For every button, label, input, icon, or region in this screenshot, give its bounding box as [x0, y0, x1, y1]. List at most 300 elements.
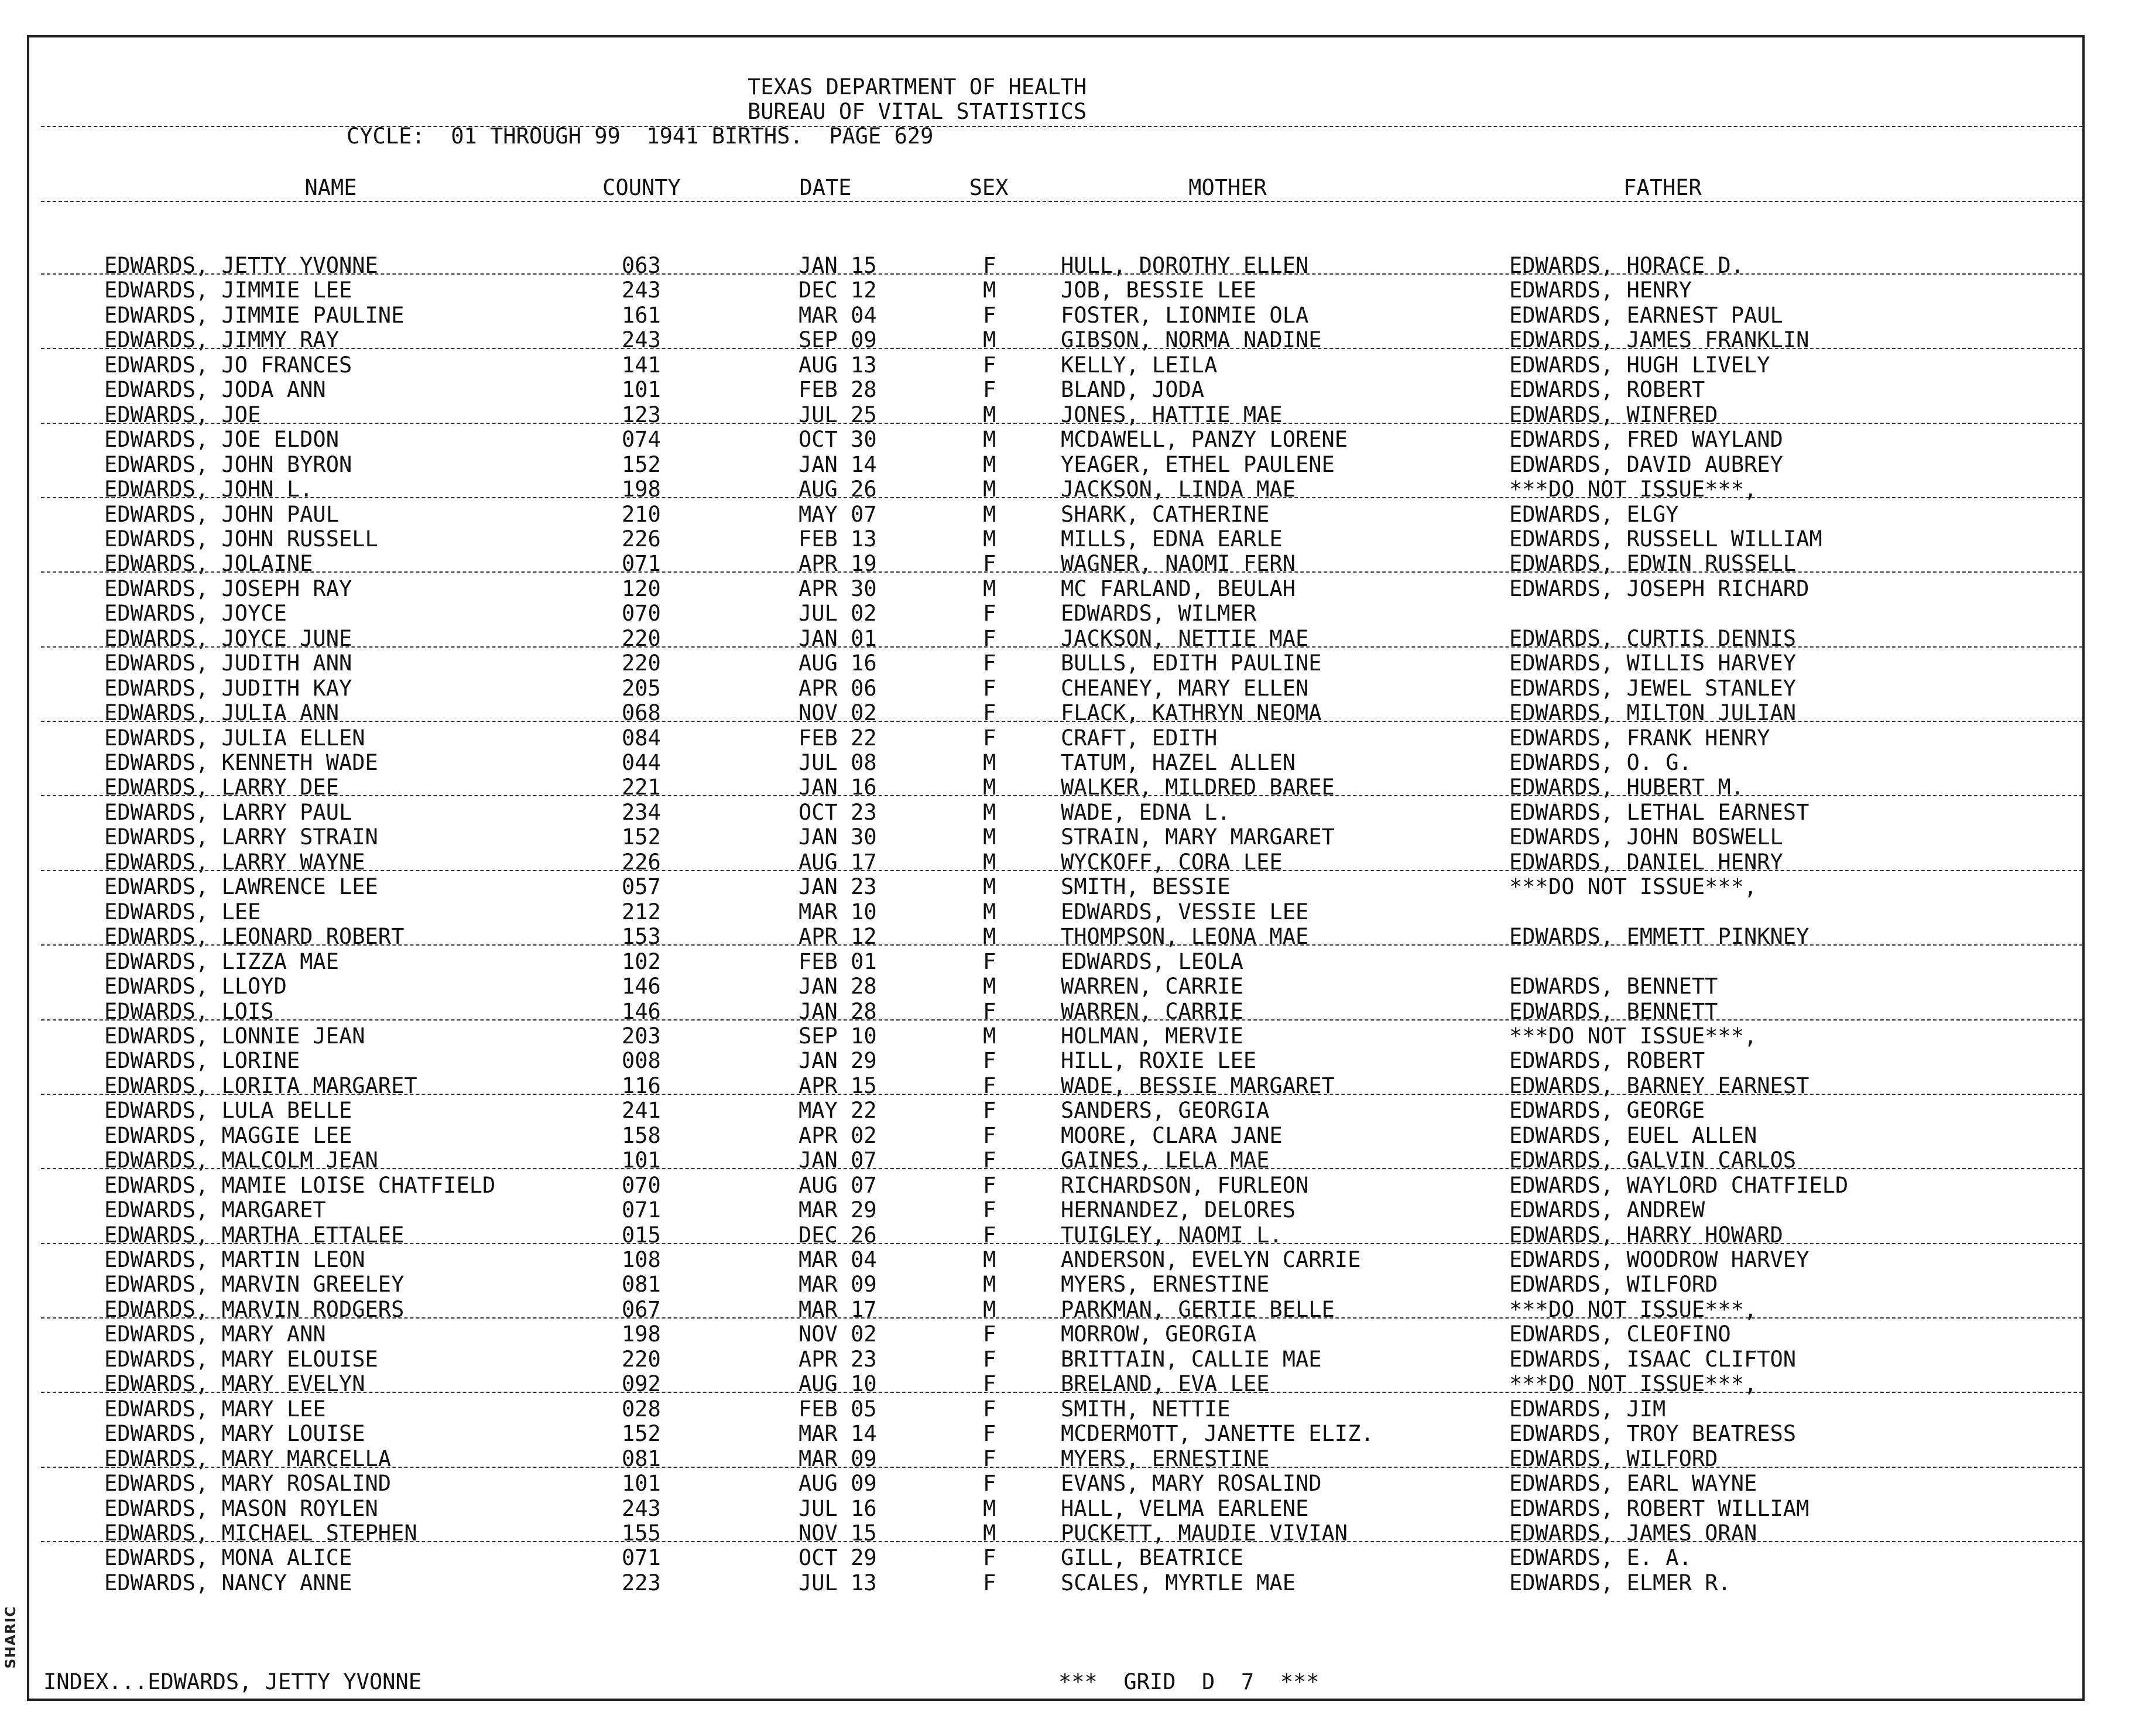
record-mother: HOLMAN, MERVIE: [1061, 1023, 1243, 1049]
record-father: EDWARDS, DAVID AUBREY: [1509, 452, 1783, 477]
record-father: EDWARDS, JOHN BOSWELL: [1509, 824, 1783, 850]
record-name: EDWARDS, JOYCE JUNE: [104, 626, 352, 651]
record-name: EDWARDS, JUDITH ANN: [104, 650, 352, 676]
record-county: 220: [622, 650, 661, 676]
record-name: EDWARDS, MARY EVELYN: [104, 1371, 365, 1396]
record-date: APR 19: [799, 551, 877, 576]
record-sex: M: [983, 502, 996, 527]
record-name: EDWARDS, LAWRENCE LEE: [104, 874, 378, 899]
record-date: MAR 17: [799, 1297, 877, 1322]
record-date: AUG 09: [799, 1471, 877, 1496]
record-county: 101: [622, 377, 661, 402]
record-date: SEP 09: [799, 327, 877, 352]
record-mother: GILL, BEATRICE: [1061, 1545, 1243, 1570]
column-header-county: COUNTY: [602, 175, 681, 200]
record-mother: GAINES, LELA MAE: [1061, 1148, 1270, 1173]
record-mother: WYCKOFF, CORA LEE: [1061, 850, 1283, 875]
record-name: EDWARDS, JOHN L.: [104, 477, 313, 502]
record-mother: BULLS, EDITH PAULINE: [1061, 650, 1322, 676]
record-name: EDWARDS, MONA ALICE: [104, 1545, 352, 1570]
record-father: EDWARDS, CURTIS DENNIS: [1509, 626, 1797, 651]
record-sex: F: [983, 1098, 996, 1123]
record-mother: CHEANEY, MARY ELLEN: [1061, 676, 1309, 701]
record-father: EDWARDS, MILTON JULIAN: [1509, 700, 1797, 725]
record-date: JAN 01: [799, 626, 877, 651]
record-county: 146: [622, 999, 661, 1024]
record-sex: M: [983, 899, 996, 925]
record-county: 226: [622, 526, 661, 552]
record-sex: M: [983, 1297, 996, 1322]
record-father: EDWARDS, HARRY HOWARD: [1509, 1223, 1783, 1248]
record-father: EDWARDS, EARL WAYNE: [1509, 1471, 1757, 1496]
record-county: 212: [622, 899, 661, 925]
record-county: 226: [622, 850, 661, 875]
record-sex: F: [983, 626, 996, 651]
record-name: EDWARDS, KENNETH WADE: [104, 750, 378, 775]
record-mother: EDWARDS, WILMER: [1061, 601, 1257, 626]
record-county: 243: [622, 278, 661, 303]
record-mother: MC FARLAND, BEULAH: [1061, 576, 1296, 601]
record-name: EDWARDS, MARTHA ETTALEE: [104, 1223, 405, 1248]
record-date: NOV 15: [799, 1521, 877, 1546]
record-date: APR 06: [799, 676, 877, 701]
record-father: EDWARDS, EUEL ALLEN: [1509, 1123, 1757, 1148]
record-date: JUL 08: [799, 750, 877, 775]
record-sex: F: [983, 1197, 996, 1223]
record-name: EDWARDS, MAMIE LOISE CHATFIELD: [104, 1173, 496, 1198]
record-mother: EVANS, MARY ROSALIND: [1061, 1471, 1322, 1496]
record-sex: M: [983, 1521, 996, 1546]
record-father: EDWARDS, EARNEST PAUL: [1509, 303, 1783, 328]
record-father: EDWARDS, EMMETT PINKNEY: [1509, 924, 1810, 949]
record-father: EDWARDS, FRANK HENRY: [1509, 725, 1770, 751]
record-mother: STRAIN, MARY MARGARET: [1061, 824, 1335, 850]
record-date: FEB 13: [799, 526, 877, 552]
record-mother: WARREN, CARRIE: [1061, 999, 1243, 1024]
record-sex: M: [983, 750, 996, 775]
record-county: 153: [622, 924, 661, 949]
record-name: EDWARDS, MICHAEL STEPHEN: [104, 1521, 417, 1546]
record-county: 241: [622, 1098, 661, 1123]
row-group-rule: [41, 1541, 2083, 1542]
record-name: EDWARDS, MARTIN LEON: [104, 1247, 365, 1272]
record-sex: F: [983, 700, 996, 725]
record-mother: BLAND, JODA: [1061, 377, 1205, 402]
record-mother: BRELAND, EVA LEE: [1061, 1371, 1270, 1396]
record-county: 243: [622, 1496, 661, 1521]
record-father: EDWARDS, JAMES FRANKLIN: [1509, 327, 1810, 352]
record-father: EDWARDS, WAYLORD CHATFIELD: [1509, 1173, 1849, 1198]
record-mother: HILL, ROXIE LEE: [1061, 1048, 1257, 1073]
record-mother: WALKER, MILDRED BAREE: [1061, 775, 1335, 800]
record-name: EDWARDS, JOSEPH RAY: [104, 576, 352, 601]
record-county: 243: [622, 327, 661, 352]
record-name: EDWARDS, MASON ROYLEN: [104, 1496, 378, 1521]
row-group-rule: [41, 870, 2083, 871]
record-mother: RICHARDSON, FURLEON: [1061, 1173, 1309, 1198]
record-father: EDWARDS, HUBERT M.: [1509, 775, 1744, 800]
record-name: EDWARDS, MARY LEE: [104, 1396, 326, 1422]
record-county: 081: [622, 1272, 661, 1297]
record-mother: MCDERMOTT, JANETTE ELIZ.: [1061, 1421, 1374, 1446]
record-sex: F: [983, 1371, 996, 1396]
record-date: DEC 26: [799, 1223, 877, 1248]
record-mother: YEAGER, ETHEL PAULENE: [1061, 452, 1335, 477]
record-name: EDWARDS, JULIA ELLEN: [104, 725, 365, 751]
record-county: 152: [622, 824, 661, 850]
record-date: AUG 17: [799, 850, 877, 875]
record-date: JUL 25: [799, 402, 877, 427]
record-date: MAR 09: [799, 1272, 877, 1297]
record-name: EDWARDS, JETTY YVONNE: [104, 253, 378, 278]
record-name: EDWARDS, JOHN PAUL: [104, 502, 339, 527]
record-mother: WARREN, CARRIE: [1061, 974, 1243, 999]
record-mother: WADE, BESSIE MARGARET: [1061, 1073, 1335, 1098]
record-name: EDWARDS, JOLAINE: [104, 551, 313, 576]
header-subtitle: BUREAU OF VITAL STATISTICS: [748, 99, 1087, 124]
side-label: SHARIC: [2, 1606, 19, 1669]
record-county: 070: [622, 1173, 661, 1198]
record-mother: THOMPSON, LEONA MAE: [1061, 924, 1309, 949]
record-name: EDWARDS, LARRY STRAIN: [104, 824, 378, 850]
record-mother: HULL, DOROTHY ELLEN: [1061, 253, 1309, 278]
record-mother: MYERS, ERNESTINE: [1061, 1272, 1270, 1297]
record-father: EDWARDS, WINFRED: [1509, 402, 1718, 427]
record-name: EDWARDS, JOYCE: [104, 601, 287, 626]
record-mother: SCALES, MYRTLE MAE: [1061, 1570, 1296, 1595]
record-county: 161: [622, 303, 661, 328]
record-sex: F: [983, 1347, 996, 1372]
record-father: EDWARDS, HENRY: [1509, 278, 1692, 303]
record-mother: MOORE, CLARA JANE: [1061, 1123, 1283, 1148]
record-father: EDWARDS, JIM: [1509, 1396, 1666, 1422]
header-title: TEXAS DEPARTMENT OF HEALTH: [748, 74, 1087, 100]
record-county: 102: [622, 949, 661, 974]
record-mother: SMITH, NETTIE: [1061, 1396, 1231, 1422]
record-county: 234: [622, 800, 661, 825]
record-father: EDWARDS, FRED WAYLAND: [1509, 427, 1783, 452]
record-mother: MILLS, EDNA EARLE: [1061, 526, 1283, 552]
record-father: ***DO NOT ISSUE***,: [1509, 1297, 1757, 1322]
record-county: 198: [622, 1321, 661, 1347]
row-group-rule: [41, 571, 2083, 573]
record-county: 063: [622, 253, 661, 278]
record-father: ***DO NOT ISSUE***,: [1509, 477, 1757, 502]
record-county: 116: [622, 1073, 661, 1098]
record-county: 220: [622, 626, 661, 651]
record-date: OCT 23: [799, 800, 877, 825]
record-date: JAN 23: [799, 874, 877, 899]
record-date: AUG 26: [799, 477, 877, 502]
record-date: JAN 28: [799, 999, 877, 1024]
record-county: 068: [622, 700, 661, 725]
record-sex: F: [983, 253, 996, 278]
record-father: EDWARDS, E. A.: [1509, 1545, 1692, 1570]
header-rule: [41, 126, 2083, 127]
record-father: ***DO NOT ISSUE***,: [1509, 1023, 1757, 1049]
record-county: 092: [622, 1371, 661, 1396]
record-date: SEP 10: [799, 1023, 877, 1049]
record-county: 015: [622, 1223, 661, 1248]
record-name: EDWARDS, NANCY ANNE: [104, 1570, 352, 1595]
record-father: EDWARDS, WILLIS HARVEY: [1509, 650, 1797, 676]
record-date: MAR 04: [799, 303, 877, 328]
record-date: MAY 07: [799, 502, 877, 527]
record-date: AUG 10: [799, 1371, 877, 1396]
record-mother: TUIGLEY, NAOMI L.: [1061, 1223, 1283, 1248]
record-date: AUG 07: [799, 1173, 877, 1198]
record-father: EDWARDS, CLEOFINO: [1509, 1321, 1731, 1347]
record-sex: M: [983, 1496, 996, 1521]
column-header-sex: SEX: [969, 175, 1009, 200]
record-date: FEB 05: [799, 1396, 877, 1422]
record-name: EDWARDS, MARY LOUISE: [104, 1421, 365, 1446]
record-date: APR 12: [799, 924, 877, 949]
record-date: MAR 29: [799, 1197, 877, 1223]
record-name: EDWARDS, LOIS: [104, 999, 274, 1024]
record-sex: F: [983, 676, 996, 701]
record-date: OCT 29: [799, 1545, 877, 1570]
record-sex: F: [983, 1223, 996, 1248]
record-father: EDWARDS, ANDREW: [1509, 1197, 1705, 1223]
column-header-rule: [41, 201, 2083, 202]
row-group-rule: [41, 944, 2083, 946]
record-father: EDWARDS, WOODROW HARVEY: [1509, 1247, 1810, 1272]
row-group-rule: [41, 423, 2083, 424]
row-group-rule: [41, 1317, 2083, 1319]
record-date: JUL 02: [799, 601, 877, 626]
record-name: EDWARDS, MALCOLM JEAN: [104, 1148, 378, 1173]
record-name: EDWARDS, LORINE: [104, 1048, 300, 1073]
record-county: 101: [622, 1471, 661, 1496]
record-date: AUG 16: [799, 650, 877, 676]
record-mother: FLACK, KATHRYN NEOMA: [1061, 700, 1322, 725]
row-group-rule: [41, 1168, 2083, 1169]
footer-grid: *** GRID D 7 ***: [1058, 1669, 1320, 1694]
record-sex: F: [983, 1396, 996, 1422]
record-date: MAR 09: [799, 1446, 877, 1471]
record-father: EDWARDS, JOSEPH RICHARD: [1509, 576, 1810, 601]
record-county: 067: [622, 1297, 661, 1322]
record-father: EDWARDS, ROBERT: [1509, 1048, 1705, 1073]
record-mother: JACKSON, NETTIE MAE: [1061, 626, 1309, 651]
record-mother: JONES, HATTIE MAE: [1061, 402, 1283, 427]
record-sex: M: [983, 1023, 996, 1049]
record-mother: BRITTAIN, CALLIE MAE: [1061, 1347, 1322, 1372]
record-county: 223: [622, 1570, 661, 1595]
record-date: JUL 16: [799, 1496, 877, 1521]
record-county: 152: [622, 1421, 661, 1446]
record-sex: F: [983, 551, 996, 576]
record-name: EDWARDS, MARY ANN: [104, 1321, 326, 1347]
record-mother: HALL, VELMA EARLENE: [1061, 1496, 1309, 1521]
record-name: EDWARDS, LLOYD: [104, 974, 287, 999]
record-sex: F: [983, 1148, 996, 1173]
record-father: EDWARDS, ROBERT WILLIAM: [1509, 1496, 1810, 1521]
record-name: EDWARDS, LARRY PAUL: [104, 800, 352, 825]
record-mother: WADE, EDNA L.: [1061, 800, 1231, 825]
record-father: EDWARDS, ROBERT: [1509, 377, 1705, 402]
record-name: EDWARDS, MARY ELOUISE: [104, 1347, 378, 1372]
record-county: 220: [622, 1347, 661, 1372]
record-name: EDWARDS, LORITA MARGARET: [104, 1073, 417, 1098]
record-county: 101: [622, 1148, 661, 1173]
column-header-name: NAME: [304, 175, 357, 200]
column-header-mother: MOTHER: [1188, 175, 1267, 200]
record-name: EDWARDS, JIMMIE PAULINE: [104, 303, 405, 328]
record-father: EDWARDS, ELMER R.: [1509, 1570, 1731, 1595]
record-county: 081: [622, 1446, 661, 1471]
row-group-rule: [41, 1467, 2083, 1468]
record-name: EDWARDS, MARY ROSALIND: [104, 1471, 392, 1496]
record-father: EDWARDS, DANIEL HENRY: [1509, 850, 1783, 875]
record-name: EDWARDS, JIMMY RAY: [104, 327, 339, 352]
record-name: EDWARDS, MAGGIE LEE: [104, 1123, 352, 1148]
row-group-rule: [41, 1243, 2083, 1244]
record-sex: F: [983, 1123, 996, 1148]
record-mother: EDWARDS, LEOLA: [1061, 949, 1243, 974]
record-date: JAN 30: [799, 824, 877, 850]
record-father: EDWARDS, RUSSELL WILLIAM: [1509, 526, 1822, 552]
record-county: 146: [622, 974, 661, 999]
row-group-rule: [41, 1019, 2083, 1021]
record-sex: M: [983, 924, 996, 949]
record-mother: MYERS, ERNESTINE: [1061, 1446, 1270, 1471]
record-sex: F: [983, 949, 996, 974]
record-mother: JOB, BESSIE LEE: [1061, 278, 1257, 303]
record-sex: M: [983, 800, 996, 825]
record-name: EDWARDS, LEE: [104, 899, 261, 925]
record-county: 221: [622, 775, 661, 800]
row-group-rule: [41, 273, 2083, 275]
record-name: EDWARDS, LONNIE JEAN: [104, 1023, 365, 1049]
record-father: EDWARDS, HUGH LIVELY: [1509, 352, 1770, 378]
record-date: FEB 28: [799, 377, 877, 402]
record-sex: F: [983, 1321, 996, 1347]
record-name: EDWARDS, JIMMIE LEE: [104, 278, 352, 303]
record-sex: M: [983, 402, 996, 427]
record-mother: SANDERS, GEORGIA: [1061, 1098, 1270, 1123]
record-sex: M: [983, 477, 996, 502]
header-cycle: CYCLE: 01 THROUGH 99 1941 BIRTHS. PAGE 629: [347, 124, 934, 149]
record-county: 071: [622, 551, 661, 576]
record-county: 028: [622, 1396, 661, 1422]
record-county: 205: [622, 676, 661, 701]
record-county: 071: [622, 1545, 661, 1570]
record-county: 008: [622, 1048, 661, 1073]
record-sex: F: [983, 1048, 996, 1073]
record-date: OCT 30: [799, 427, 877, 452]
record-mother: KELLY, LEILA: [1061, 352, 1218, 378]
record-name: EDWARDS, LULA BELLE: [104, 1098, 352, 1123]
record-sex: M: [983, 874, 996, 899]
column-header-date: DATE: [799, 175, 852, 200]
record-name: EDWARDS, JO FRANCES: [104, 352, 352, 378]
record-county: 141: [622, 352, 661, 378]
record-county: 057: [622, 874, 661, 899]
record-date: MAR 10: [799, 899, 877, 925]
record-date: NOV 02: [799, 1321, 877, 1347]
record-sex: M: [983, 278, 996, 303]
record-mother: WAGNER, NAOMI FERN: [1061, 551, 1296, 576]
record-sex: F: [983, 601, 996, 626]
record-father: EDWARDS, BENNETT: [1509, 999, 1718, 1024]
record-sex: M: [983, 327, 996, 352]
record-sex: M: [983, 824, 996, 850]
record-county: 152: [622, 452, 661, 477]
record-sex: F: [983, 1173, 996, 1198]
record-mother: GIBSON, NORMA NADINE: [1061, 327, 1322, 352]
record-name: EDWARDS, JUDITH KAY: [104, 676, 352, 701]
record-date: MAY 22: [799, 1098, 877, 1123]
record-father: ***DO NOT ISSUE***,: [1509, 874, 1757, 899]
record-name: EDWARDS, MARVIN RODGERS: [104, 1297, 405, 1322]
record-mother: PARKMAN, GERTIE BELLE: [1061, 1297, 1335, 1322]
record-mother: JACKSON, LINDA MAE: [1061, 477, 1296, 502]
record-father: ***DO NOT ISSUE***,: [1509, 1371, 1757, 1396]
record-sex: F: [983, 1545, 996, 1570]
record-county: 123: [622, 402, 661, 427]
record-father: EDWARDS, BENNETT: [1509, 974, 1718, 999]
record-name: EDWARDS, JOE ELDON: [104, 427, 339, 452]
row-group-rule: [41, 1392, 2083, 1393]
record-date: JAN 29: [799, 1048, 877, 1073]
record-name: EDWARDS, LEONARD ROBERT: [104, 924, 405, 949]
record-father: EDWARDS, ELGY: [1509, 502, 1679, 527]
record-date: APR 02: [799, 1123, 877, 1148]
row-group-rule: [41, 497, 2083, 498]
record-sex: M: [983, 576, 996, 601]
row-group-rule: [41, 1094, 2083, 1095]
record-date: JAN 07: [799, 1148, 877, 1173]
record-name: EDWARDS, MARGARET: [104, 1197, 326, 1223]
record-sex: F: [983, 999, 996, 1024]
record-father: EDWARDS, HORACE D.: [1509, 253, 1744, 278]
record-father: EDWARDS, WILFORD: [1509, 1446, 1718, 1471]
record-name: EDWARDS, LIZZA MAE: [104, 949, 339, 974]
record-father: EDWARDS, BARNEY EARNEST: [1509, 1073, 1810, 1098]
record-mother: HERNANDEZ, DELORES: [1061, 1197, 1296, 1223]
record-mother: EDWARDS, VESSIE LEE: [1061, 899, 1309, 925]
record-sex: M: [983, 1247, 996, 1272]
record-sex: F: [983, 1446, 996, 1471]
record-sex: M: [983, 427, 996, 452]
record-name: EDWARDS, MARVIN GREELEY: [104, 1272, 405, 1297]
record-county: 120: [622, 576, 661, 601]
record-sex: F: [983, 303, 996, 328]
record-father: EDWARDS, ISAAC CLIFTON: [1509, 1347, 1797, 1372]
record-sex: F: [983, 1073, 996, 1098]
record-mother: FOSTER, LIONMIE OLA: [1061, 303, 1309, 328]
record-name: EDWARDS, LARRY WAYNE: [104, 850, 365, 875]
record-date: APR 23: [799, 1347, 877, 1372]
record-sex: F: [983, 650, 996, 676]
record-father: EDWARDS, JEWEL STANLEY: [1509, 676, 1797, 701]
record-sex: M: [983, 775, 996, 800]
record-name: EDWARDS, JULIA ANN: [104, 700, 339, 725]
record-mother: TATUM, HAZEL ALLEN: [1061, 750, 1296, 775]
record-father: EDWARDS, GALVIN CARLOS: [1509, 1148, 1797, 1173]
row-group-rule: [41, 795, 2083, 796]
record-mother: CRAFT, EDITH: [1061, 725, 1218, 751]
record-mother: MORROW, GEORGIA: [1061, 1321, 1257, 1347]
record-father: EDWARDS, JAMES ORAN: [1509, 1521, 1757, 1546]
record-father: EDWARDS, WILFORD: [1509, 1272, 1718, 1297]
record-father: EDWARDS, O. G.: [1509, 750, 1692, 775]
record-date: FEB 22: [799, 725, 877, 751]
record-father: EDWARDS, LETHAL EARNEST: [1509, 800, 1810, 825]
record-date: JAN 28: [799, 974, 877, 999]
